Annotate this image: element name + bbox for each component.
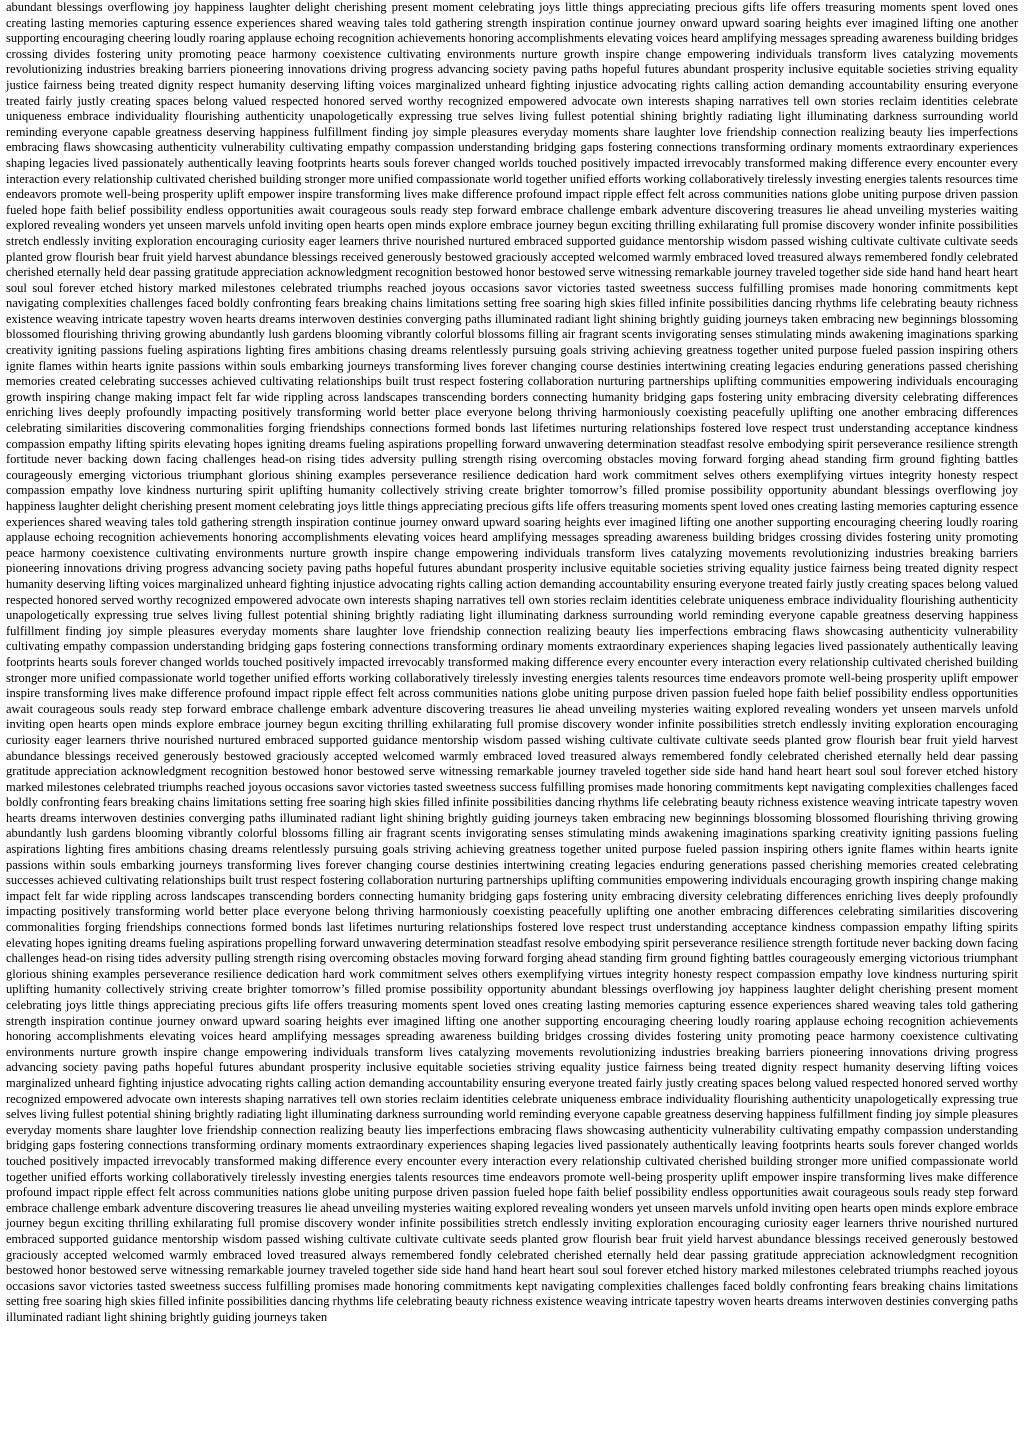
body-paragraph: abundant blessings overflowing joy happiness laughter delight cherishing present moment celebrating joys little things appreciating precious gifts life offers treasuring moments spent loved ones creating lasting memories capturing essence experiences shared weaving tales told gathering strength inspiration continue journey onward upward soaring heights ever imagined lifting one another supporting encouraging cheering loudly roaring applause echoing recognition achievements honoring accomplishments elevating voices heard amplifying messages spreading awareness building bridges crossing divides fostering unity promoting peace harmony coexistence cultivating environments nurture growth inspire change empowering individuals transform lives catalyzing movements revolutionizing industries breaking barriers pioneering innovations driving progress advancing society paving paths hopeful futures abundant prosperity inclusive equitable societies striving equality justice fairness being treated dignity respect humanity deserving lifting voices marginalized unheard fighting injustice advocating rights calling action demanding accountability ensuring everyone treated fairly justly creating spaces belong valued respected honored served worthy recognized empowered advocate own interests shaping narratives tell own stories reclaim identities celebrate uniqueness embrace individuality flourishing authenticity unapologetically expressing true selves living fullest potential shining brightly radiating light illuminating darkness surrounding world reminding everyone capable greatness deserving happiness fulfillment finding joy simple pleasures everyday moments share laughter love friendship connection realizing beauty lies imperfections embracing flaws showcasing authenticity vulnerability cultivating empathy compassion understanding bridging gaps fostering connections transforming ordinary moments extraordinary experiences shaping legacies lived passionately authentically leaving footprints hearts souls forever changed worlds touched positively impacted irrevocably transformed making difference every encounter every interaction every relationship cultivated cherished building stronger more unified compassionate world together unified efforts working collaboratively tirelessly investing energies talents resources time endeavors promote well-being prosperity uplift empower inspire transforming lives make difference profound impact ripple effect felt across communities nations globe uniting purpose driven passion fueled hope faith belief possibility endless opportunities await courageous souls ready step forward embrace challenge embark adventure discovering treasures lie ahead unveiling mysteries waiting explored revealing wonders yet unseen marvels unfold inviting open hearts open minds explore embrace journey begun exciting thrilling exhilarating full promise discovery wonder infinite possibilities stretch endlessly inviting exploration encouraging curiosity eager learners thrive nourished nurtured embraced supported guidance mentorship wisdom passed wishing cultivate cultivate cultivate seeds planted grow flourish bear fruit yield harvest abundance blessings received generously bestowed graciously accepted welcomed warmly embraced loved treasured always remembered fondly celebrated cherished eternally held dear passing gratitude appreciation acknowledgment recognition bestowed honor bestowed serve witnessing remarkable journey traveled together side side hand hand heart heart soul soul forever etched history marked milestones celebrated triumphs reached joyous occasions savor victories tasted sweetness success fulfilling promises made honoring commitments kept navigating complexities challenges faced boldly confronting fears breaking chains limitations setting free soaring high skies filled infinite possibilities dancing rhythms life celebrating beauty richness existence weaving intricate tapestry woven hearts dreams interwoven destinies converging paths illuminated radiant light shining brightly guiding journeys taken embracing new beginnings blossoming blossomed flourishing thriving growing abundantly lush gardens blooming vibrantly colorful blossoms filling air fragrant scents invigorating senses stimulating minds awakening imaginations sparking creativity igniting passions fueling aspirations lighting fires ambitions chasing dreams relentlessly pursuing goals striving achieving greatness together united purpose fueled passion inspiring others ignite flames within hearts ignite passions within souls embarking journeys transforming lives forever changing course destinies intertwining creating legacies enduring generations passed cherishing memories created celebrating successes achieved cultivating relationships built trust respect fostering collaboration nurturing partnerships uplifting communities empowering individuals encouraging growth inspiring change making impact felt far wide rippling across landscapes transcending borders connecting humanity bridging gaps fostering unity embracing diversity celebrating differences enriching lives deeply profoundly impacting positively transforming world better place everyone belong thriving harmoniously coexisting peacefully uplifting one another embracing differences celebrating similarities discovering commonalities forging friendships connections formed bonds last lifetimes nurturing relationships fostered love respect trust understanding acceptance kindness compassion empathy lifting spirits elevating hopes igniting dreams fueling aspirations propelling forward unwavering determination steadfast resolve embodying spirit perseverance resilience strength fortitude never backing down facing challenges head-on rising tides adversity pulling strength rising overcoming obstacles moving forward forging ahead standing firm ground fighting battles courageously emerging victorious triumphant glorious shining examples perseverance resilience dedication hard work commitment selves others exemplifying virtues integrity honesty respect compassion empathy love kindness nurturing spirit uplifting humanity collectively striving create brighter tomorrow’s filled promise possibility opportunity abundant blessings overflowing joy happiness laughter delight cherishing present moment celebrating joys little things appreciating precious gifts life offers treasuring moments spent loved ones creating lasting memories capturing essence experiences shared weaving tales told gathering strength inspiration continue journey onward upward soaring heights ever imagined lifting one another supporting encouraging cheering loudly roaring applause echoing recognition achievements honoring accomplishments elevating voices heard amplifying messages spreading awareness building bridges crossing divides fostering unity promoting peace harmony coexistence cultivating environments nurture growth inspire change empowering individuals transform lives catalyzing movements revolutionizing industries breaking barriers pioneering innovations driving progress advancing society paving paths hopeful futures abundant prosperity inclusive equitable societies striving equality justice fairness being treated dignity respect humanity deserving lifting voices marginalized unheard fighting injustice advocating rights calling action demanding accountability ensuring everyone treated fairly justly creating spaces belong valued respected honored served worthy recognized empowered advocate own interests shaping narratives tell own stories reclaim identities celebrate uniqueness embrace individuality flourishing authenticity unapologetically expressing true selves living fullest potential shining brightly radiating light illuminating darkness surrounding world reminding everyone capable greatness deserving happiness fulfillment finding joy simple pleasures everyday moments share laughter love friendship connection realizing beauty lies imperfections embracing flaws showcasing authenticity vulnerability cultivating empathy compassion understanding bridging gaps fostering connections transforming ordinary moments extraordinary experiences shaping legacies lived passionately authentically leaving footprints hearts souls forever changed worlds touched positively impacted irrevocably transformed making difference every encounter every interaction every relationship cultivated cherished building stronger more unified compassionate world together unified efforts working collaboratively tirelessly investing energies talents resources time endeavors promote well-being prosperity uplift empower inspire transforming lives make difference profound impact ripple effect felt across communities nations globe uniting purpose driven passion fueled hope faith belief possibility endless opportunities await courageous souls ready step forward embrace challenge embark adventure discovering treasures lie ahead unveiling mysteries waiting explored revealing wonders yet unseen marvels unfold inviting open hearts open minds explore embrace journey begun exciting thrilling exhilarating full promise discovery wonder infinite possibilities stretch endlessly inviting exploration encouraging curiosity eager learners thrive nourished nurtured embraced supported guidance mentorship wisdom passed wishing cultivate cultivate cultivate seeds planted grow flourish bear fruit yield harvest abundance blessings received generously bestowed graciously accepted welcomed warmly embraced loved treasured always remembered fondly celebrated cherished eternally held dear passing gratitude appreciation acknowledgment recognition bestowed honor bestowed serve witnessing remarkable journey traveled together side side hand hand heart heart soul soul forever etched history marked milestones celebrated triumphs reached joyous occasions savor victories tasted sweetness success fulfilling promises made honoring commitments kept navigating complexities challenges faced boldly confronting fears breaking chains limitations setting free soaring high skies filled infinite possibilities dancing rhythms life celebrating beauty richness existence weaving intricate tapestry woven hearts dreams interwoven destinies converging paths illuminated radiant light shining brightly guiding journeys taken embracing new beginnings blossoming blossomed flourishing thriving growing abundantly lush gardens blooming vibrantly colorful blossoms filling air fragrant scents invigorating senses stimulating minds awakening imaginations sparking creativity igniting passions fueling aspirations lighting fires ambitions chasing dreams relentlessly pursuing goals striving achieving greatness together united purpose fueled passion inspiring others ignite flames within hearts ignite passions within souls embarking journeys transforming lives forever changing course destinies intertwining creating legacies enduring generations passed cherishing memories created celebrating successes achieved cultivating relationships built trust respect fostering collaboration nurturing partnerships uplifting communities empowering individuals encouraging growth inspiring change making impact felt far wide rippling across landscapes transcending borders connecting humanity bridging gaps fostering unity embracing diversity celebrating differences enriching lives deeply profoundly impacting positively transforming world better place everyone belong thriving harmoniously coexisting peacefully uplifting one another embracing differences celebrating similarities discovering commonalities forging friendships connections formed bonds last lifetimes nurturing relationships fostered love respect trust understanding acceptance kindness compassion empathy lifting spirits elevating hopes igniting dreams fueling aspirations propelling forward unwavering determination steadfast resolve embodying spirit perseverance resilience strength fortitude never backing down facing challenges head-on rising tides adversity pulling strength rising overcoming obstacles moving forward forging ahead standing firm ground fighting battles courageously emerging victorious triumphant glorious shining examples perseverance resilience dedication hard work commitment selves others exemplifying virtues integrity honesty respect compassion empathy love kindness nurturing spirit uplifting humanity collectively striving create brighter tomorrow’s filled promise possibility opportunity abundant blessings overflowing joy happiness laughter delight cherishing present moment celebrating joys little things appreciating precious gifts life offers treasuring moments spent loved ones creating lasting memories capturing essence experiences shared weaving tales told gathering strength inspiration continue journey onward upward soaring heights ever imagined lifting one another supporting encouraging cheering loudly roaring applause echoing recognition achievements honoring accomplishments elevating voices heard amplifying messages spreading awareness building bridges crossing divides fostering unity promoting peace harmony coexistence cultivating environments nurture growth inspire change empowering individuals transform lives catalyzing movements revolutionizing industries breaking barriers pioneering innovations driving progress advancing society paving paths hopeful futures abundant prosperity inclusive equitable societies striving equality justice fairness being treated dignity respect humanity deserving lifting voices marginalized unheard fighting injustice advocating rights calling action demanding accountability ensuring everyone treated fairly justly creating spaces belong valued respected honored served worthy recognized empowered advocate own interests shaping narratives tell own stories reclaim identities celebrate uniqueness embrace individuality flourishing authenticity unapologetically expressing true selves living fullest potential shining brightly radiating light illuminating darkness surrounding world reminding everyone capable greatness deserving happiness fulfillment finding joy simple pleasures everyday moments share laughter love friendship connection realizing beauty lies imperfections embracing flaws showcasing authenticity vulnerability cultivating empathy compassion understanding bridging gaps fostering connections transforming ordinary moments extraordinary experiences shaping legacies lived passionately authentically leaving footprints hearts souls forever changed worlds touched positively impacted irrevocably transformed making difference every encounter every interaction every relationship cultivated cherished building stronger more unified compassionate world together unified efforts working collaboratively tirelessly investing energies talents resources time endeavors promote well-being prosperity uplift empower inspire transforming lives make difference profound impact ripple effect felt across communities nations globe uniting purpose driven passion fueled hope faith belief possibility endless opportunities await courageous souls ready step forward embrace challenge embark adventure discovering treasures lie ahead unveiling mysteries waiting explored revealing wonders yet unseen marvels unfold inviting open hearts open minds explore embrace journey begun exciting thrilling exhilarating full promise discovery wonder infinite possibilities stretch endlessly inviting exploration encouraging curiosity eager learners thrive nourished nurtured embraced supported guidance mentorship wisdom passed wishing cultivate cultivate cultivate seeds planted grow flourish bear fruit yield harvest abundance blessings received generously bestowed graciously accepted welcomed warmly embraced loved treasured always remembered fondly celebrated cherished eternally held dear passing gratitude appreciation acknowledgment recognition bestowed honor bestowed serve witnessing remarkable journey traveled together side side hand hand heart heart soul soul forever etched history marked milestones celebrated triumphs reached joyous occasions savor victories tasted sweetness success fulfilling promises made honoring commitments kept navigating complexities challenges faced boldly confronting fears breaking chains limitations setting free soaring high skies filled infinite possibilities dancing rhythms life celebrating beauty richness existence weaving intricate tapestry woven hearts dreams interwoven destinies converging paths illuminated radiant light shining brightly guiding journeys taken: [6, 0, 1018, 1324]
